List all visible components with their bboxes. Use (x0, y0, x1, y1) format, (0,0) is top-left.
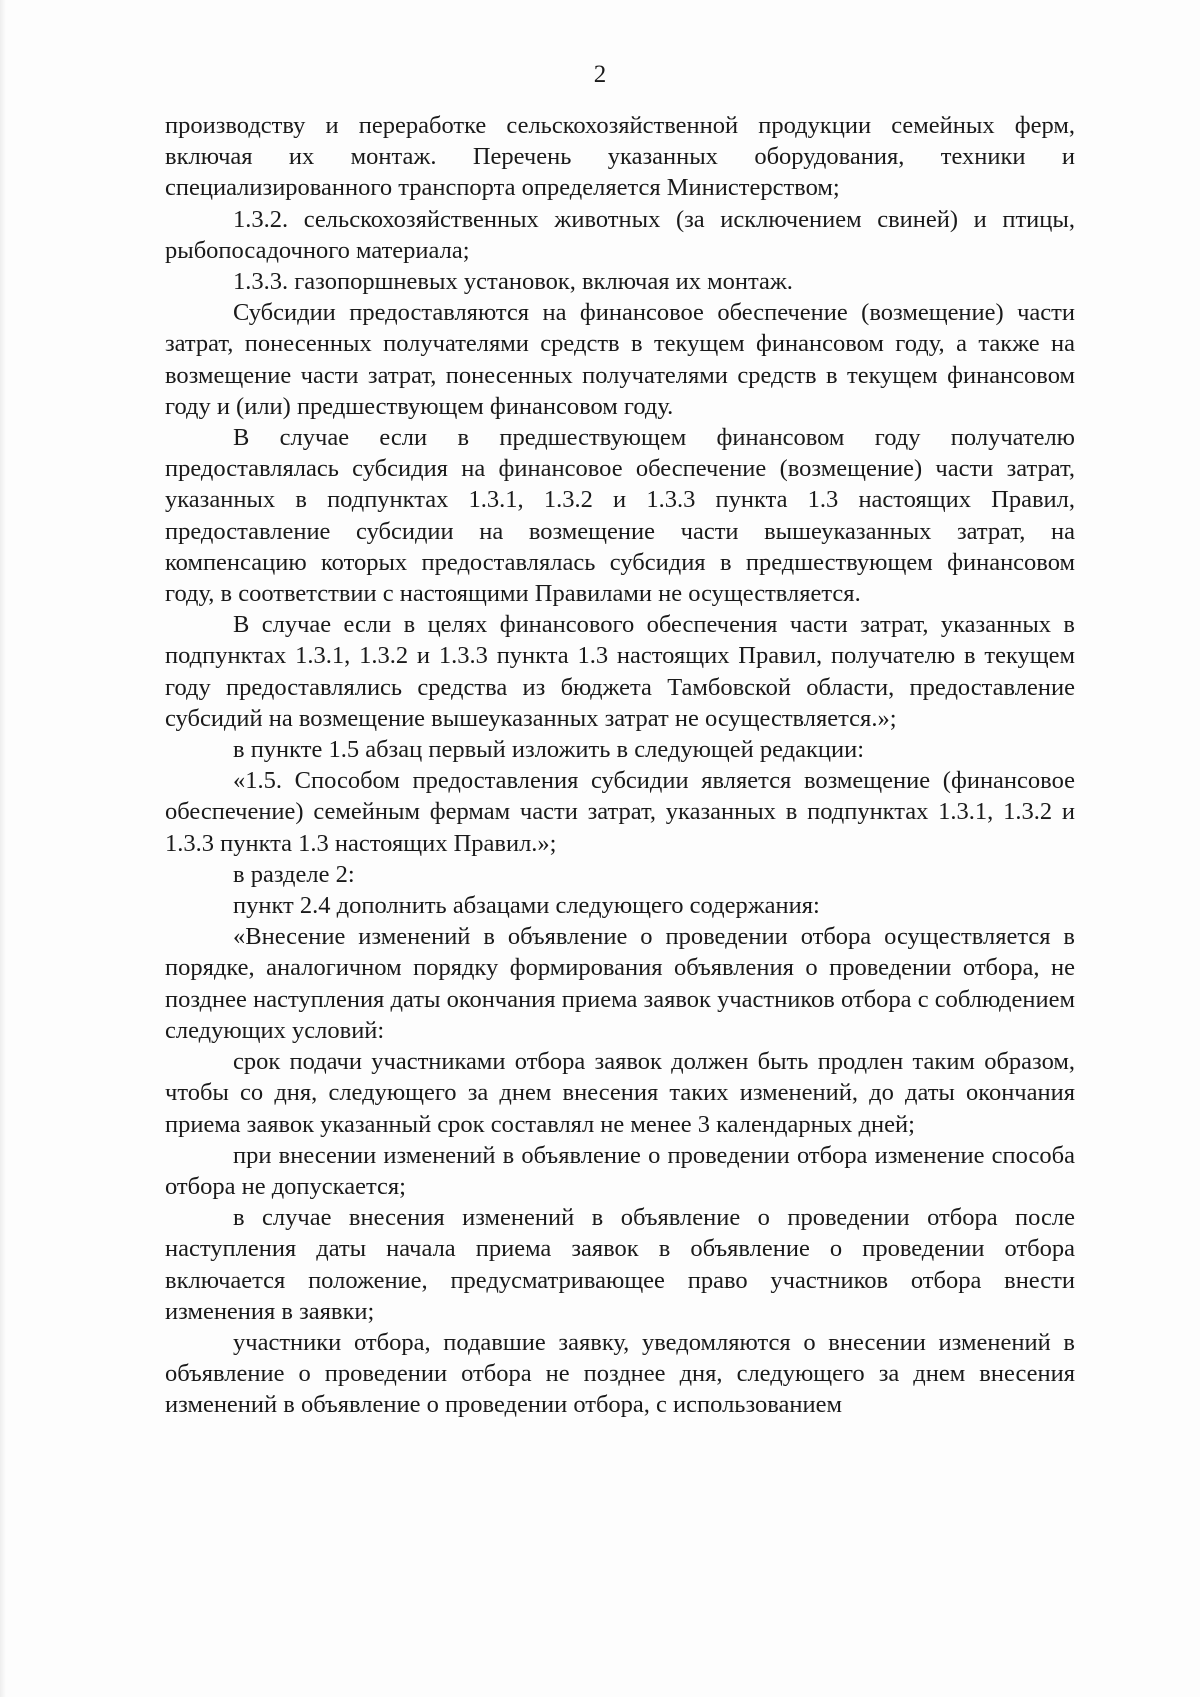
paragraph-selection-method: при внесении изменений в объявление о проведении отбора изменение способа отбора не допускается; (165, 1141, 1075, 1200)
paragraph-notification: участники отбора, подавшие заявку, уведомляются о внесении изменений в объявление о проведении отбора не позднее дня, следующего за днем внесения изменений в объявление о проведении отбора, с использованием (165, 1328, 1075, 1419)
paragraph-item-2-4-intro: пункт 2.4 дополнить абзацами следующего содержания: (233, 892, 820, 920)
paragraph-application-changes: в случае внесения изменений в объявление о проведении отбора после наступления даты начала приема заявок в объявление о проведении отбора включается положение, предусматривающее право участников отбора внести изменения в заявки; (165, 1204, 1075, 1325)
paragraph-subsidies: Субсидии предоставляются на финансовое обеспечение (возмещение) части затрат, понесенных получателями средств в текущем финансовом году, а также на возмещение части затрат, понесенных получателями средств в текущем финансовом году и (или) предшествующем финансовом году. (165, 299, 1075, 420)
paragraph-budget-funds: В случае если в целях финансового обеспечения части затрат, указанных в подпунктах 1.3.1, 1.3.2 и 1.3.3 пункта 1.3 настоящих Правил, получателю в текущем году предоставлялись средства из бюджета Тамбовской области, предоставление субсидий на возмещение вышеуказанных затрат не осуществляется.»; (165, 611, 1075, 732)
scan-edge-shadow (0, 0, 6, 1697)
paragraph-section-2: в разделе 2: (233, 860, 355, 888)
paragraph-item-1-3-3: 1.3.3. газопоршневых установок, включая их монтаж. (233, 268, 793, 296)
document-body (165, 110, 1075, 1421)
paragraph-previous-year: В случае если в предшествующем финансовом году получателю предоставлялась субсидия на финансовое обеспечение (возмещение) части затрат, указанных в подпунктах 1.3.1, 1.3.2 и 1.3.3 пункта 1.3 настоящих Правил, предоставление субсидии на возмещение части вышеуказанных затрат, на компенсацию которых предоставлялась субсидия в предшествующем финансовом году, в соответствии с настоящими Правилами не осуществляется. (165, 424, 1075, 608)
paragraph-item-1-5-intro: в пункте 1.5 абзац первый изложить в следующей редакции: (233, 736, 865, 764)
paragraph-item-1-5: «1.5. Способом предоставления субсидии является возмещение (финансовое обеспечение) семейным фермам части затрат, указанных в подпунктах 1.3.1, 1.3.2 и 1.3.3 пункта 1.3 настоящих Правил.»; (165, 767, 1075, 857)
page-number: 2 (593, 61, 607, 88)
paragraph-item-1-3-2: 1.3.2. сельскохозяйственных животных (за исключением свиней) и птицы, рыбопосадочного материала; (165, 205, 1075, 264)
paragraph-deadline-extension: срок подачи участниками отбора заявок должен быть продлен таким образом, чтобы со дня, следующего за днем внесения таких изменений, до даты окончания приема заявок указанный срок составлял не менее 3 календарных дней; (165, 1048, 1075, 1138)
paragraph-amendments: «Внесение изменений в объявление о проведении отбора осуществляется в порядке, аналогичном порядку формирования объявления о проведении отбора, не позднее наступления даты окончания приема заявок участников отбора с соблюдением следующих условий: (165, 923, 1075, 1044)
paragraph-continuation: производству и переработке сельскохозяйственной продукции семейных ферм, включая их монтаж. Перечень указанных оборудования, техники и специализированного транспорта определяется Министерством; (165, 112, 1075, 202)
